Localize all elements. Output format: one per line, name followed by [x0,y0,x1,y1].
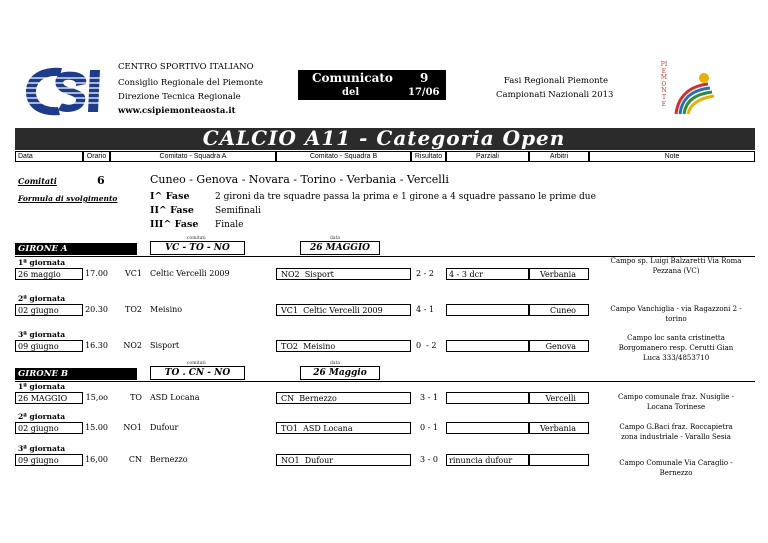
team-b-comitato: VC1 [281,306,298,315]
phase3-label: III^ Fase [150,219,199,230]
match-date: 02 giugno [15,422,83,434]
team-b [276,304,411,316]
phase2-text: Semifinali [215,206,261,216]
comunicato-date: 17/06 [408,87,440,98]
team-a-comitato: VC1 [125,269,142,278]
team-b-name: ASD Locana [303,424,353,433]
team-b-comitato: NO2 [281,270,300,279]
girone-a-date: 26 MAGGIO [300,241,380,255]
csi-logo [22,62,107,120]
team-a-comitato: TO2 [125,305,142,314]
giornata-label: 1ª giornata [18,382,66,391]
match-date: 26 MAGGIO [15,392,83,404]
col-arbitri: Arbitri [529,151,589,162]
match-score: 4 - 1 [416,305,434,314]
girone-b-comitati: TO . CN - NO [150,366,245,380]
del-label: del [342,87,360,98]
match-time: 17.00 [85,269,108,278]
match-score: 0 - 2 [416,341,437,350]
team-a-comitato: NO2 [123,341,142,350]
team-b [276,392,411,404]
girone-b-label: GIRONE B [15,368,137,380]
match-time: 15.00 [85,423,108,432]
piemonte-logo [670,66,720,116]
match-date: 26 maggio [15,268,83,280]
match-arbitri: Verbania [529,422,589,434]
team-b-name: Sisport [304,270,334,279]
org-name: CENTRO SPORTIVO ITALIANO [118,62,254,72]
championship-title: Campionati Nazionali 2013 [496,90,614,100]
match-venue: Campo G.Baci fraz. Roccapietra zona industriale - Varallo Sesia [619,423,733,441]
match-time: 16,00 [85,455,108,464]
team-a-comitato: CN [128,455,142,464]
girone-b-divider [15,381,755,382]
team-b [276,422,411,434]
team-b-name: Celtic Vercelli 2009 [303,306,383,315]
girone-a-comitati: VC - TO - NO [150,241,245,255]
team-a-name: Bernezzo [150,455,188,464]
match-arbitri: Genova [529,340,589,352]
team-b-name: Meisino [303,342,336,351]
website-link[interactable]: www.csipiemonteaosta.it [118,106,236,116]
match-venue: Campo comunale fraz. Nusiglie - Locana Torinese [617,393,735,411]
match-score: 0 - 1 [420,423,438,432]
team-b-comitato: TO1 [281,424,298,433]
girone-b-data-caption: data [330,361,341,366]
giornata-label: 3ª giornata [18,444,66,453]
giornata-label: 2ª giornata [18,412,66,421]
team-b-name: Bernezzo [299,394,337,403]
piemonte-vertical: PIEMONTE [660,61,668,108]
page-title: CALCIO A11 - Categoria Open [202,126,566,150]
team-a-name: Dufour [150,423,179,432]
giornata-label: 1ª giornata [18,258,66,267]
match-parziali: 4 - 3 dcr [446,268,529,280]
col-note: Note [589,151,755,162]
comitati-label: Comitati [18,176,57,186]
match-date: 09 giugno [15,454,83,466]
col-parziali: Parziali [446,151,529,162]
phase3-text: Finale [215,220,244,230]
comunicato-number: 9 [420,71,429,85]
girone-a-label: GIRONE A [15,243,137,255]
phase1-label: I^ Fase [150,191,190,202]
col-orario: Orario [83,151,110,162]
comunicato-label: Comunicato [312,71,393,85]
match-score: 2 - 2 [416,269,434,278]
match-parziali [446,392,529,404]
giornata-label: 3ª giornata [18,330,66,339]
team-a-comitato: NO1 [123,423,142,432]
match-date: 02 giugno [15,304,83,316]
match-venue: Campo loc santa cristinetta Borgomanero resp. Cerutti Gian Luca 333/4853710 [618,334,734,362]
team-b [276,340,411,352]
direction-name: Direzione Tecnica Regionale [118,92,241,102]
match-time: 20.30 [85,305,108,314]
team-a-name: Sisport [150,341,180,350]
team-b [276,268,411,280]
girone-b-comitati-caption: comitati [187,361,206,366]
match-arbitri: Verbania [529,268,589,280]
phase-title: Fasi Regionali Piemonte [503,76,608,86]
match-venue: Campo sp. Luigi Balzaretti Via Roma Pezzana (VC) [610,257,742,275]
match-parziali [446,340,529,352]
col-risultato: Risultato [411,151,446,162]
match-venue: Campo Vanchiglia - via Ragazzoni 2 - torino [610,305,742,323]
match-arbitri [529,454,589,466]
girone-b-date: 26 Maggio [300,366,380,380]
team-b-comitato: CN [281,394,295,403]
col-squadra-a: Comitato - Squadra A [110,151,276,162]
match-time: 16.30 [85,341,108,350]
match-arbitri: Cuneo [529,304,589,316]
team-b [276,454,411,466]
comitati-count: 6 [97,174,105,187]
col-squadra-b: Comitato - Squadra B [276,151,411,162]
girone-a-comitati-caption: comitati [187,236,206,241]
match-arbitri: Vercelli [529,392,589,404]
team-a-name: Meisino [150,305,183,314]
match-score: 3 - 0 [420,455,438,464]
col-data: Data [15,151,83,162]
match-parziali [446,422,529,434]
giornata-label: 2ª giornata [18,294,66,303]
match-parziali: rinuncia dufour [446,454,529,466]
match-time: 15,oo [85,393,108,402]
phase2-label: II^ Fase [150,205,194,216]
team-a-name: Celtic Vercelli 2009 [150,269,230,278]
match-venue: Campo Comunale Via Caraglio - Bernezzo [619,459,733,477]
phase1-text: 2 gironi da tre squadre passa la prima e 1 girone a 4 squadre passano le prime due [215,192,596,202]
team-b-name: Dufour [304,456,334,465]
girone-a-data-caption: data [330,236,341,241]
match-score: 3 - 1 [420,393,438,402]
comunicato-box [298,70,446,100]
match-parziali [446,304,529,316]
formula-label: Formula di svolgimento [18,194,118,203]
team-b-comitato: NO1 [281,456,300,465]
team-a-name: ASD Locana [150,393,200,402]
comitati-list: Cuneo - Genova - Novara - Torino - Verbania - Vercelli [150,173,449,186]
team-b-comitato: TO2 [281,342,298,351]
team-a-comitato: TO [130,393,142,402]
match-date: 09 giugno [15,340,83,352]
council-name: Consiglio Regionale del Piemonte [118,78,264,88]
